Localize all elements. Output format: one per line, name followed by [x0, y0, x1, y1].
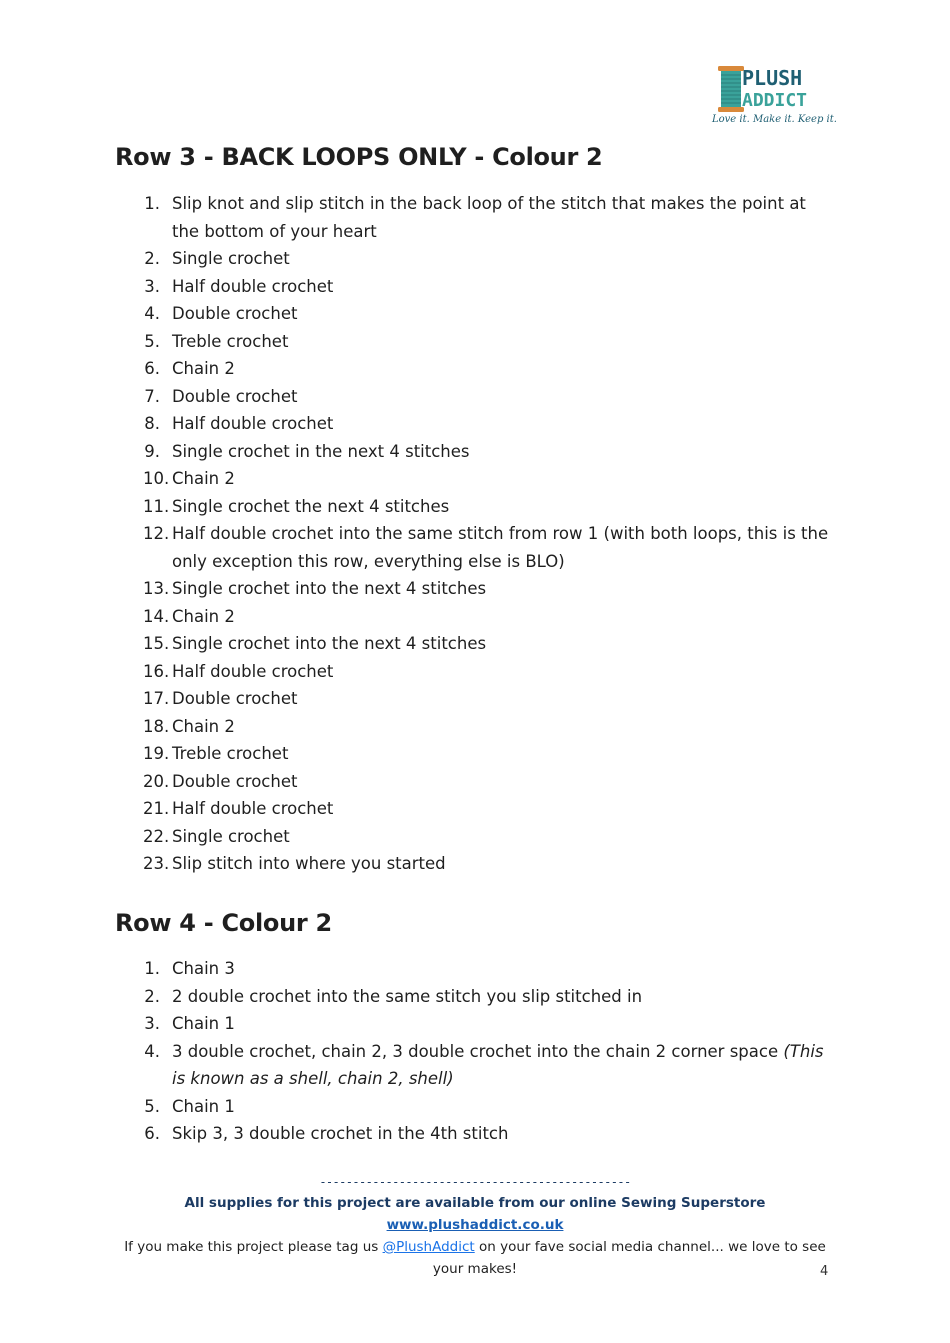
list-item	[115, 273, 835, 301]
footer-social-handle-link[interactable]: @PlushAddict	[382, 1239, 475, 1255]
footer-tag-before: If you make this project please tag us	[124, 1239, 383, 1255]
list-item	[115, 300, 835, 328]
list-item-italic-note: (This is known as a shell, chain 2, shell)	[172, 1041, 824, 1088]
list-item-number: 2.	[144, 249, 160, 268]
list-item	[115, 630, 835, 658]
list-item-text: Half double crochet	[172, 414, 334, 433]
list-item-number: 21.	[143, 799, 170, 818]
list-item-number: 5.	[144, 1096, 160, 1116]
list-item-text: Double crochet	[172, 304, 298, 323]
list-item	[115, 245, 835, 273]
list-item-text: Chain 2	[172, 469, 235, 488]
logo-tagline: Love it. Make it. Keep it.	[712, 114, 837, 125]
row3-instructions-list	[115, 190, 835, 878]
list-item-text: Chain 2	[172, 716, 235, 736]
list-item-text: Chain 2	[172, 606, 235, 626]
list-item-text: Double crochet	[172, 771, 298, 791]
list-item-number: 11.	[143, 496, 170, 516]
list-item-number: 5.	[144, 331, 160, 351]
list-item-number: 8.	[144, 414, 160, 433]
list-item	[115, 603, 835, 631]
list-item-text: Half double crochet	[172, 276, 334, 296]
logo-word-addict: ADDICT	[742, 90, 808, 111]
spool-icon	[718, 66, 744, 112]
list-item-number: 22.	[143, 826, 170, 846]
list-item-number: 10.	[143, 469, 170, 488]
list-item	[115, 1093, 835, 1121]
list-item-text: Single crochet	[172, 826, 290, 846]
list-item-number: 12.	[143, 524, 170, 543]
page-number: 4	[820, 1264, 829, 1279]
list-item	[115, 823, 835, 851]
list-item-number: 1.	[144, 959, 160, 978]
list-item-number: 23.	[143, 854, 170, 873]
list-item	[115, 410, 835, 438]
footer-supplies-line	[115, 1192, 835, 1236]
list-item	[115, 740, 835, 768]
list-item-text: Skip 3, 3 double crochet in the 4th stitch	[172, 1124, 509, 1143]
footer-supplies-text: All supplies for this project are available from our online Sewing Superstore	[184, 1195, 766, 1211]
footer-tag-line	[115, 1236, 835, 1280]
list-item	[115, 383, 835, 411]
plush-addict-logo[interactable]	[712, 66, 837, 130]
list-item-text: Slip knot and slip stitch in the back loop of the stitch that makes the point at the bottom of your heart	[172, 194, 806, 241]
list-item-number: 15.	[143, 634, 170, 653]
list-item-text: Half double crochet	[172, 661, 334, 681]
list-item-number: 7.	[144, 386, 160, 406]
list-item	[115, 1038, 835, 1093]
list-item-number: 3.	[144, 1014, 160, 1033]
list-item-text: Half double crochet into the same stitch from row 1 (with both loops, this is the only exception this row, everything else is BLO)	[172, 524, 829, 571]
list-item	[115, 1120, 835, 1148]
list-item-number: 9.	[144, 441, 160, 461]
list-item-text: Single crochet the next 4 stitches	[172, 496, 450, 516]
list-item-number: 18.	[143, 716, 170, 736]
list-item-text: Single crochet into the next 4 stitches	[172, 634, 487, 653]
list-item-text: Double crochet	[172, 386, 298, 406]
list-item	[115, 328, 835, 356]
page-footer	[115, 1172, 835, 1280]
footer-divider: -----------------------------------------------	[319, 1175, 631, 1189]
list-item-text: Double crochet	[172, 689, 298, 708]
list-item	[115, 713, 835, 741]
list-item-text: Slip stitch into where you started	[172, 854, 446, 873]
list-item-text: Single crochet	[172, 249, 290, 268]
list-item-text: Single crochet into the next 4 stitches	[172, 579, 487, 598]
list-item-number: 6.	[144, 359, 160, 378]
list-item	[115, 955, 835, 983]
list-item	[115, 768, 835, 796]
footer-store-link[interactable]: www.plushaddict.co.uk	[386, 1217, 564, 1233]
row3-heading: Row 3 - BACK LOOPS ONLY - Colour 2	[115, 143, 603, 171]
list-item	[115, 795, 835, 823]
list-item-text: 2 double crochet into the same stitch you slip stitched in	[172, 986, 643, 1006]
list-item	[115, 520, 835, 575]
list-item	[115, 465, 835, 493]
list-item	[115, 438, 835, 466]
logo-word-plush: PLUSH	[742, 66, 803, 90]
list-item-number: 4.	[144, 304, 160, 323]
list-item-number: 2.	[144, 986, 160, 1006]
list-item	[115, 1010, 835, 1038]
list-item	[115, 355, 835, 383]
row4-heading: Row 4 - Colour 2	[115, 909, 332, 937]
list-item-number: 4.	[144, 1041, 160, 1061]
list-item-text: Treble crochet	[172, 744, 289, 763]
list-item	[115, 850, 835, 878]
list-item-text: Treble crochet	[172, 331, 289, 351]
row4-instructions-list	[115, 955, 835, 1148]
list-item-number: 16.	[143, 661, 170, 681]
list-item-number: 6.	[144, 1124, 160, 1143]
list-item-number: 19.	[143, 744, 170, 763]
footer-tag-after: on your fave social media channel... we love to see your makes!	[432, 1239, 826, 1277]
list-item	[115, 575, 835, 603]
list-item-number: 17.	[143, 689, 170, 708]
list-item	[115, 983, 835, 1011]
list-item-text: Chain 2	[172, 359, 235, 378]
list-item-text: Half double crochet	[172, 799, 334, 818]
list-item-text: Chain 1	[172, 1014, 235, 1033]
list-item-number: 1.	[144, 194, 160, 213]
list-item-text: 3 double crochet, chain 2, 3 double crochet into the chain 2 corner space	[172, 1041, 784, 1061]
list-item	[115, 658, 835, 686]
list-item-text: Chain 3	[172, 959, 235, 978]
list-item-number: 13.	[143, 579, 170, 598]
list-item-text: Single crochet in the next 4 stitches	[172, 441, 470, 461]
list-item	[115, 493, 835, 521]
list-item	[115, 685, 835, 713]
list-item-number: 14.	[143, 606, 170, 626]
list-item-number: 3.	[144, 276, 160, 296]
list-item-number: 20.	[143, 771, 170, 791]
list-item-text: Chain 1	[172, 1096, 235, 1116]
list-item	[115, 190, 835, 245]
